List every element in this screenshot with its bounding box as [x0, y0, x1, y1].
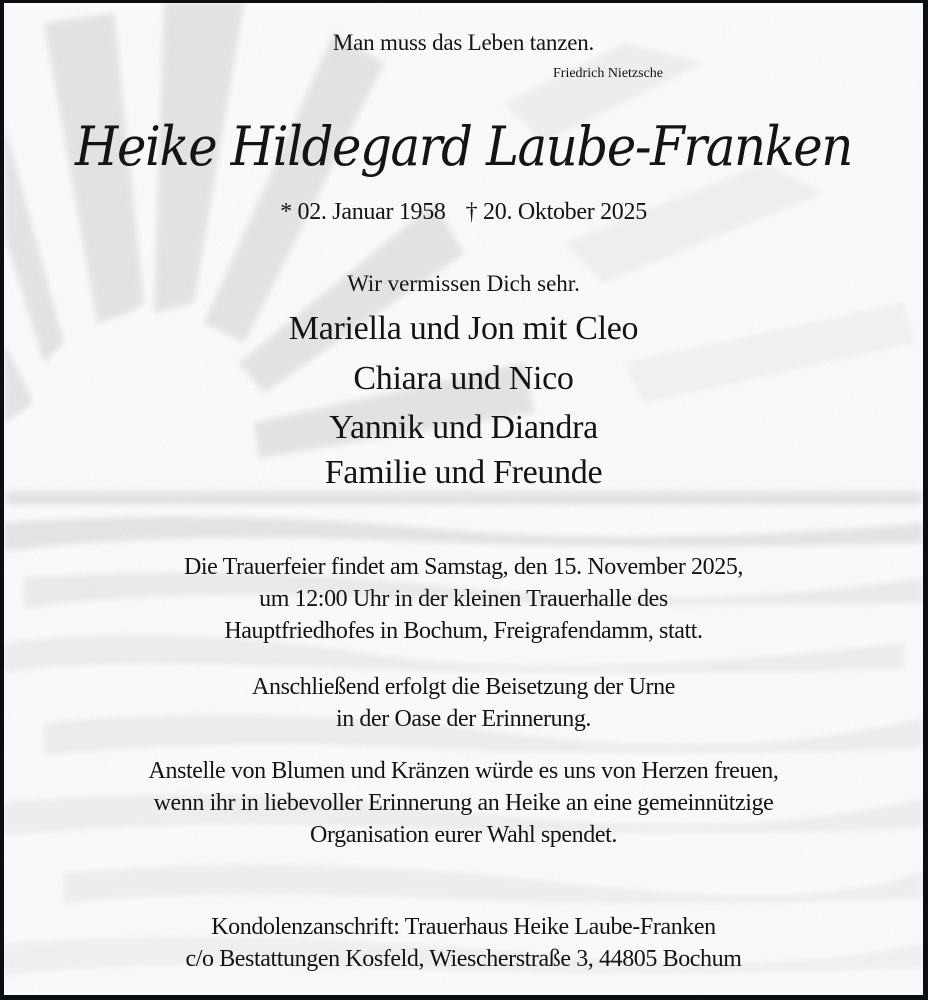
miss-line: Wir vermissen Dich sehr. — [347, 271, 580, 296]
mourner-line: Mariella und Jon mit Cleo — [288, 310, 639, 347]
life-dates — [4, 199, 923, 226]
donation-line: Anstelle von Blumen und Kränzen würde es uns von Herzen freuen, — [148, 758, 779, 784]
quote-text: Man muss das Leben tanzen. — [332, 30, 595, 55]
burial-line: in der Oase der Erinnerung. — [335, 706, 592, 732]
notice-content — [4, 3, 923, 995]
donation-line: Organisation eurer Wahl spendet. — [310, 822, 617, 848]
death-cross-icon: † — [465, 199, 478, 225]
address-line: Kondolenzanschrift: Trauerhaus Heike Laube-Franken — [211, 914, 716, 940]
donation-line: wenn ihr in liebevoller Erinnerung an Heike an eine gemeinnützige — [153, 790, 774, 816]
burial-line: Anschließend erfolgt die Beisetzung der Urne — [252, 674, 675, 700]
obituary-notice — [4, 3, 923, 995]
donation-paragraph — [4, 755, 923, 851]
ceremony-line: Die Trauerfeier findet am Samstag, den 15. November 2025, — [183, 554, 744, 580]
burial-paragraph — [4, 671, 923, 735]
deceased-name: Heike Hildegard Laube-Franken — [75, 115, 852, 178]
condolence-address — [4, 911, 923, 975]
mourner-line: Chiara und Nico — [353, 360, 574, 397]
birth-date: 02. Januar 1958 — [297, 199, 446, 225]
ceremony-line: um 12:00 Uhr in der kleinen Trauerhalle des — [259, 586, 668, 612]
address-line: c/o Bestattungen Kosfeld, Wiescherstraße 3, 44805 Bochum — [185, 946, 742, 972]
birth-star-icon: * — [280, 199, 292, 225]
ceremony-paragraph — [4, 551, 923, 647]
mourner-line: Familie und Freunde — [324, 454, 603, 491]
quote-author: Friedrich Nietzsche — [553, 66, 664, 81]
ceremony-line: Hauptfriedhofes in Bochum, Freigrafendamm, statt. — [224, 618, 703, 644]
mourner-line: Yannik und Diandra — [329, 409, 598, 446]
death-date: 20. Oktober 2025 — [483, 199, 647, 225]
